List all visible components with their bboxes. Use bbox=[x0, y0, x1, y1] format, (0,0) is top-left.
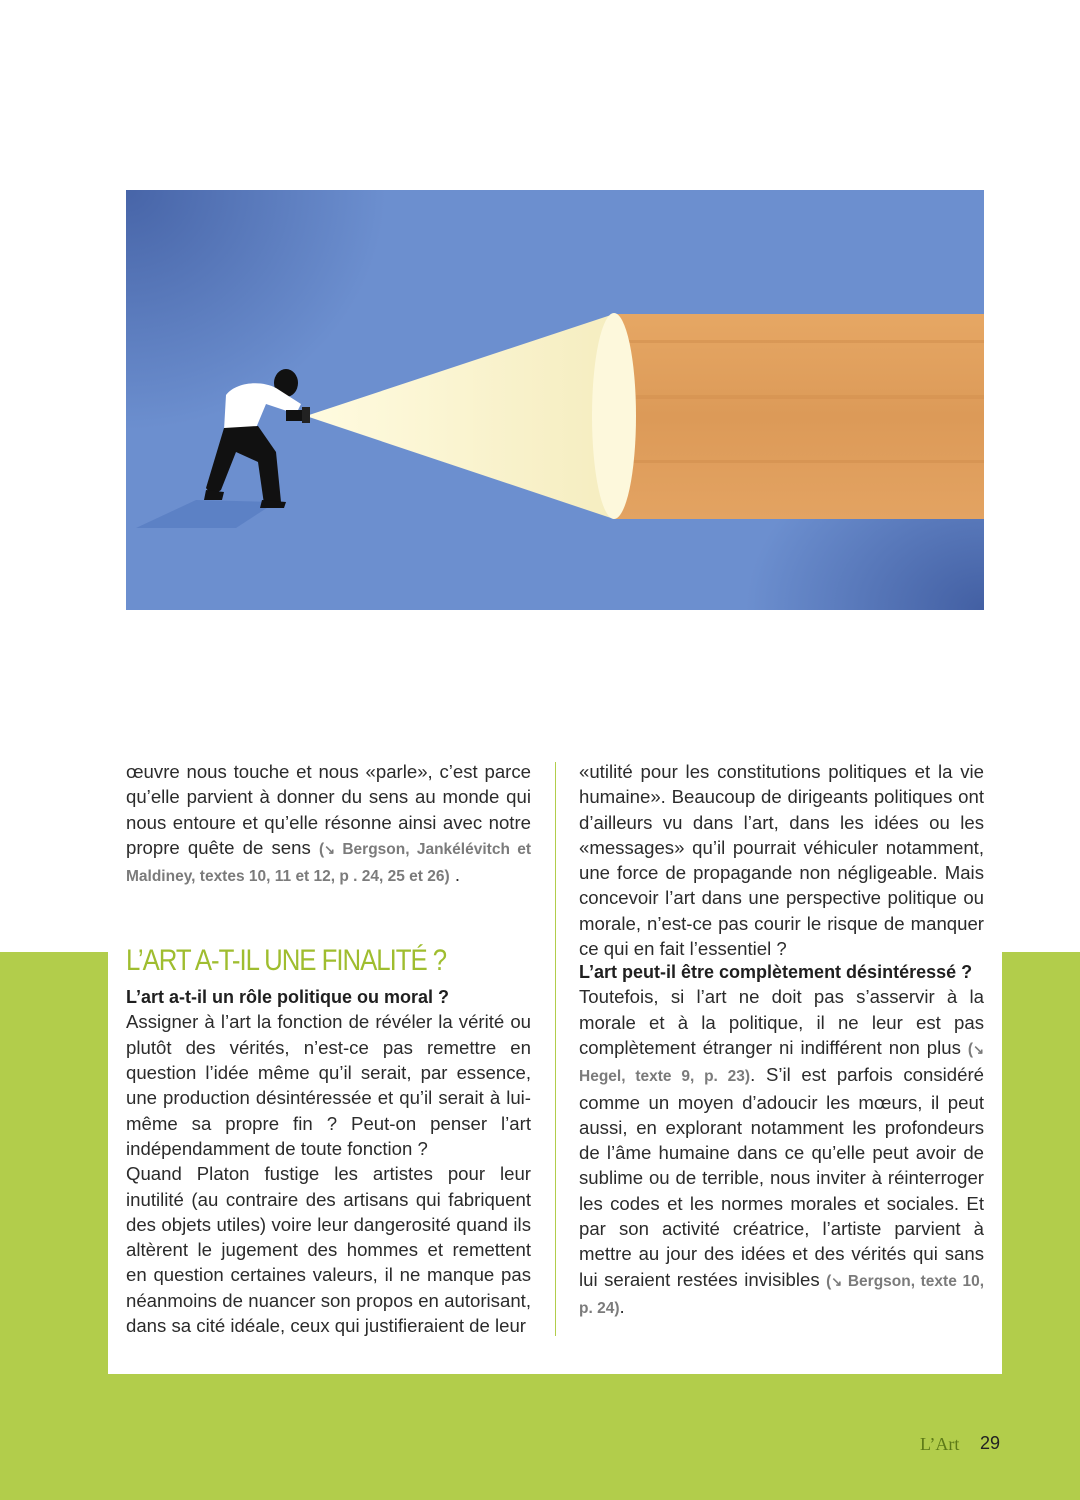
section-title: L’ART A-T-IL UNE FINALITÉ ? bbox=[126, 944, 447, 978]
arrow-icon: ↘ bbox=[324, 841, 336, 857]
paragraph: «utilité pour les constitutions politiques et la vie humaine». Beaucoup de dirigeants politiques ont d’ailleurs vu dans l’art, dans les idées ou les «messages» qu’il pourrait véhiculer notamment, une force de propagande non négligeable. Mais concevoir l’art dans une perspective politique ou morale, n’est-ce pas courir le risque de manquer ce qui en fait l’essentiel ? bbox=[579, 761, 984, 960]
paragraph: Assigner à l’art la fonction de révéler la vérité ou plutôt des vérités, n’est-ce pas remettre en question l’idée même qu’il serait, par essence, une production désintéressée et qu’il serait à lui-même sa propre fin ? Peut-on penser l’art indépendamment de toute fonction ? bbox=[126, 1011, 531, 1159]
subheading-disinterested: L’art peut-il être complètement désintéressé ? bbox=[579, 962, 973, 983]
right-column bbox=[579, 759, 984, 1321]
column-divider bbox=[555, 762, 556, 1336]
reference-link[interactable]: (↘ Hegel, texte 9, p. 23) bbox=[579, 1040, 984, 1086]
intro-paragraph: œuvre nous touche et nous «parle», c’est parce qu’elle parvient à donner du sens au monde qui nous entoure et qu’elle résonne ainsi avec notre propre quête de sens (↘ Bergson, Jankélévitch et Maldiney, textes 10, 11 et 12, p . 24, 25 et 26) . bbox=[126, 761, 532, 886]
footer-chapter-label: L’Art bbox=[920, 1434, 960, 1454]
reference-link[interactable]: (↘ Bergson, Jankélévitch et Maldiney, textes 10, 11 et 12, p . 24, 25 et 26) bbox=[126, 840, 532, 886]
paragraph: Toutefois, si l’art ne doit pas s’asservir à la morale et à la politique, il ne leur est pas complètement étranger ni indifférent non plus (↘ Hegel, texte 9, p. 23). S’il est parfois considéré comme un moyen d’adoucir les mœurs, il peut aussi, en explorant notamment les profondeurs de l’âme humaine dans ce qu’elle peut avoir de sublime ou de terrible, nous inviter à réinterroger les codes et les normes morales et sociales. Et par son activité créatrice, l’artiste parvient à mettre au jour des idées et des vérités qui sans lui seraient restées invisibles (↘ Bergson, texte 10, p. 24). bbox=[579, 986, 985, 1317]
arrow-icon: ↘ bbox=[831, 1273, 843, 1289]
left-column bbox=[126, 759, 531, 1338]
flashlight-illustration bbox=[126, 190, 984, 610]
subheading-political-role: L’art a-t-il un rôle politique ou moral ? bbox=[126, 987, 450, 1008]
paragraph: Quand Platon fustige les artistes pour leur inutilité (au contraire des artisans qui fabriquent des objets utiles) voire leur dangerosité quand ils altèrent le jugement des hommes et remettent en question certaines valeurs, il ne manque pas néanmoins de nuancer son propos en autorisant, dans sa cité idéale, ceux qui justifieraient de leur bbox=[126, 1163, 531, 1337]
page-number: 29 bbox=[980, 1433, 1001, 1453]
orange-beam-column bbox=[614, 314, 984, 519]
arrow-icon: ↘ bbox=[973, 1041, 984, 1057]
reference-link[interactable]: (↘ Bergson, texte 10, p. 24) bbox=[579, 1272, 985, 1317]
